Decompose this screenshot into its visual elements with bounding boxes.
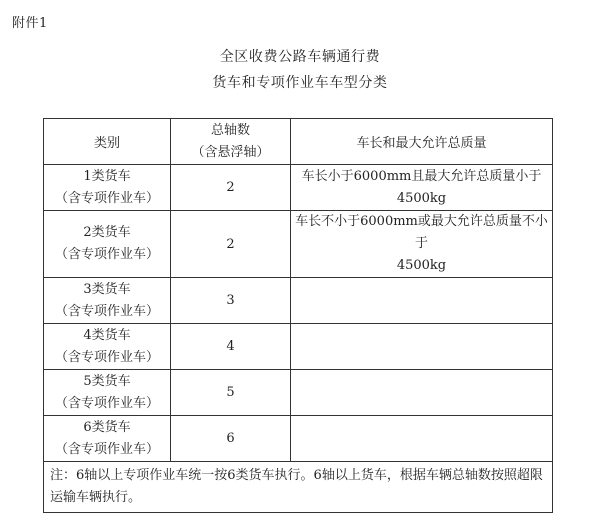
row-category xyxy=(44,165,171,211)
row-requirement xyxy=(291,211,553,278)
row-class-name: 5类货车 xyxy=(83,373,131,389)
vehicle-classification-table xyxy=(43,118,553,513)
row-class-sub: （含专项作业车） xyxy=(54,190,159,206)
row-class-name: 1类货车 xyxy=(83,168,131,184)
header-axles-line2: （含悬浮轴） xyxy=(191,144,270,160)
row-class-name: 3类货车 xyxy=(83,281,131,297)
table-note xyxy=(44,462,553,513)
attachment-label: 附件1 xyxy=(12,16,48,31)
note-line2: 运输车辆执行。 xyxy=(50,490,142,505)
row-class-name: 2类货车 xyxy=(83,225,131,240)
row-axles: 6 xyxy=(171,416,291,462)
row-requirement xyxy=(291,370,553,416)
row-axles: 2 xyxy=(171,211,291,278)
row-category xyxy=(44,324,171,370)
table-row xyxy=(44,370,553,416)
document-title-line2: 货车和专项作业车车型分类 xyxy=(212,75,388,91)
row-req-line2: 4500kg xyxy=(396,190,447,206)
row-class-sub: （含专项作业车） xyxy=(54,349,159,365)
table-row xyxy=(44,211,553,278)
row-axles: 4 xyxy=(171,324,291,370)
row-requirement xyxy=(291,278,553,324)
row-axles: 3 xyxy=(171,278,291,324)
row-requirement xyxy=(291,324,553,370)
row-axles: 5 xyxy=(171,370,291,416)
header-axles-line1: 总轴数 xyxy=(210,122,250,138)
row-requirement xyxy=(291,165,553,211)
row-category xyxy=(44,416,171,462)
row-axles: 2 xyxy=(171,165,291,211)
header-category: 类别 xyxy=(44,119,171,165)
row-class-sub: （含专项作业车） xyxy=(54,247,159,262)
row-class-sub: （含专项作业车） xyxy=(54,303,159,319)
row-class-sub: （含专项作业车） xyxy=(54,395,159,411)
row-category xyxy=(44,370,171,416)
header-requirement: 车长和最大允许总质量 xyxy=(291,119,553,165)
row-class-name: 6类货车 xyxy=(83,419,131,435)
note-line1: 注：6轴以上专项作业车统一按6类货车执行。6轴以上货车，根据车辆总轴数按照超限 xyxy=(50,468,543,483)
row-req-line1: 车长不小于6000mm或最大允许总质量不小于 xyxy=(295,214,548,251)
row-class-name: 4类货车 xyxy=(83,327,131,343)
row-requirement xyxy=(291,416,553,462)
table-row xyxy=(44,324,553,370)
table-row xyxy=(44,278,553,324)
table-note-row xyxy=(44,462,553,513)
table-row xyxy=(44,165,553,211)
row-category xyxy=(44,211,171,278)
table-header-row xyxy=(44,119,553,165)
row-class-sub: （含专项作业车） xyxy=(54,441,159,457)
row-category xyxy=(44,278,171,324)
table-row xyxy=(44,416,553,462)
row-req-line1: 车长小于6000mm且最大允许总质量小于 xyxy=(301,168,542,184)
row-req-line2: 4500kg xyxy=(396,258,447,273)
header-axles xyxy=(171,119,291,165)
document-title-line1: 全区收费公路车辆通行费 xyxy=(219,49,381,65)
